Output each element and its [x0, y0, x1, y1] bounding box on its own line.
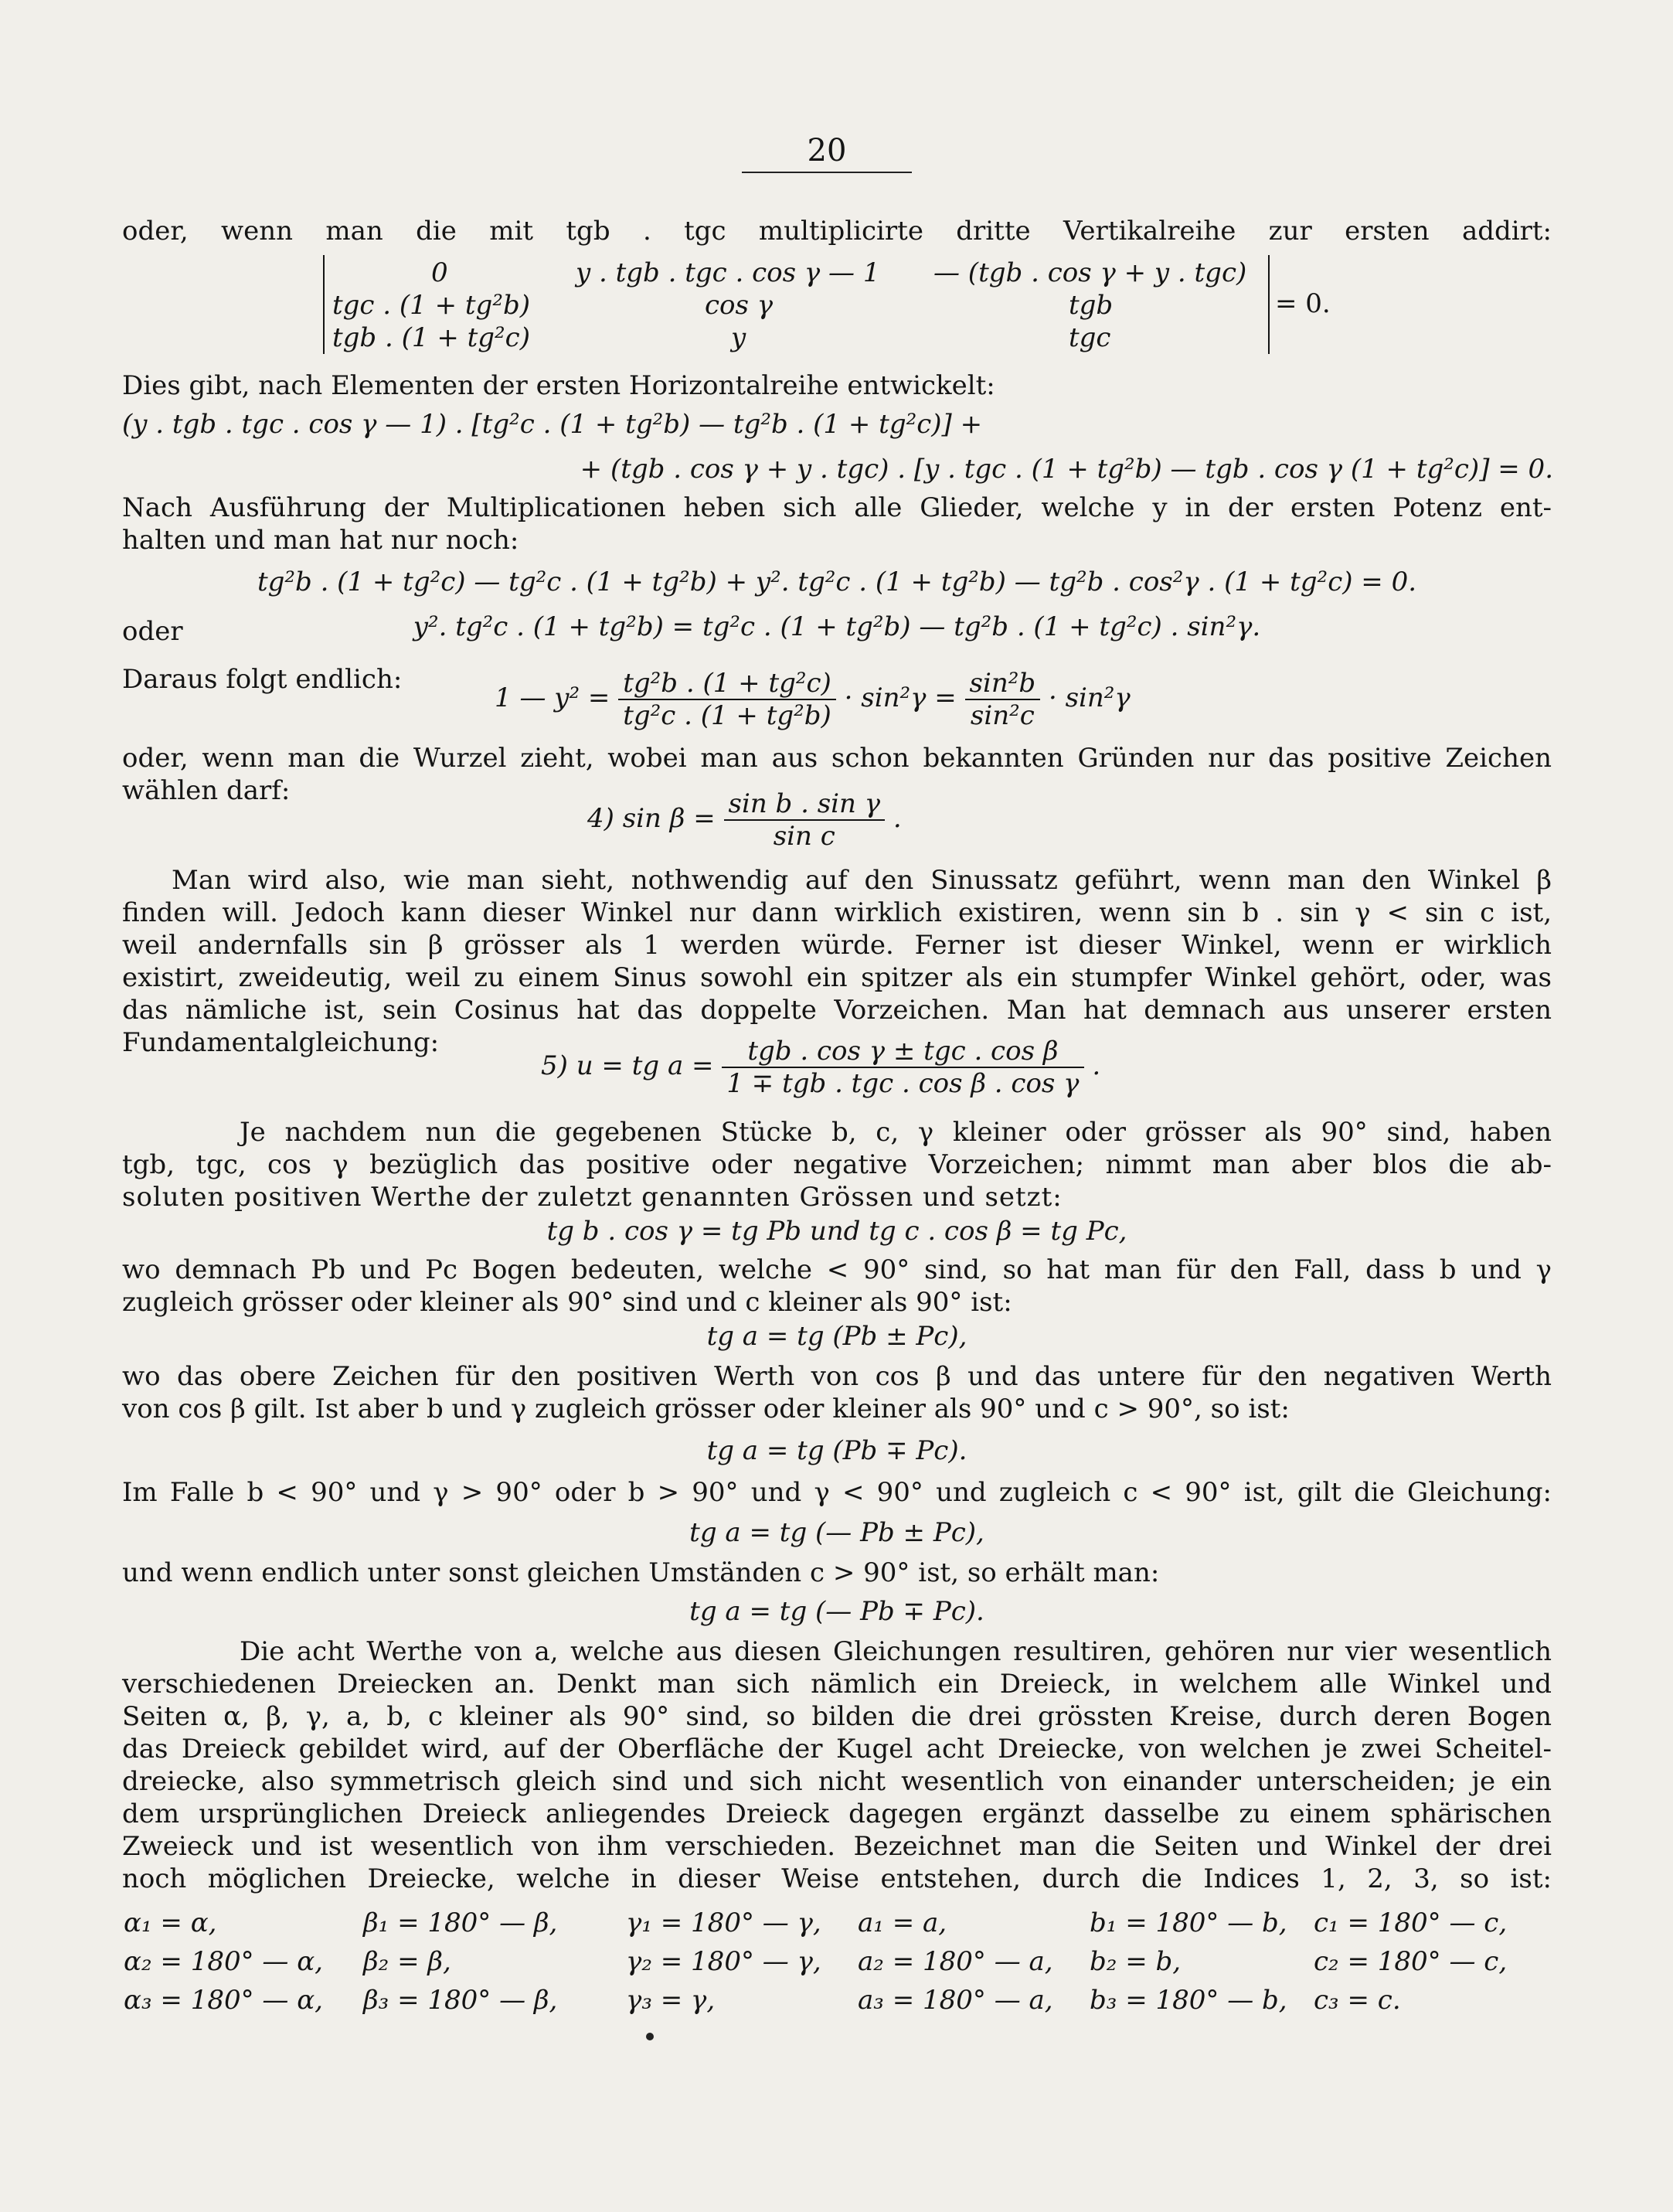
- eq-c-tail: · sin²γ: [1048, 682, 1131, 713]
- table-cell: a₃ = 180° — a,: [858, 1985, 1053, 2016]
- equation-a: tg²b . (1 + tg²c) — tg²c . (1 + tg²b) + y². tg²c . (1 + tg²b) — tg²b . cos²γ . (1 + tg²c) = 0.: [257, 567, 1417, 597]
- para2-line: Je nachdem nun die gegebenen Stücke b, c, γ kleiner oder grösser als 90° sind, haben: [240, 1117, 1552, 1148]
- oder-label: oder: [122, 616, 183, 647]
- det-rhs: = 0.: [1275, 288, 1331, 319]
- det-cell: tgc . (1 + tg²b): [332, 290, 530, 321]
- para7-line: dreiecke, also symmetrisch gleich sind und sich nicht wesentlich von einander unterscheiden; je ein: [122, 1766, 1552, 1797]
- daraus-line: Daraus folgt endlich:: [122, 664, 403, 695]
- para2-line: soluten positiven Werthe der zuletzt genannten Grössen und setzt:: [122, 1182, 1063, 1213]
- para1-line: finden will. Jedoch kann dieser Winkel nur dann wirklich existiren, wenn sin b . sin γ < sin c ist,: [122, 897, 1552, 928]
- eq-c-lhs: 1 — y² =: [495, 682, 610, 713]
- det-cell: cos γ: [705, 290, 774, 321]
- nach-line-1: Nach Ausführung der Multiplicationen heben sich alle Glieder, welche y in der ersten Potenz ent-: [122, 492, 1552, 523]
- det-cell: tgc: [1069, 322, 1111, 353]
- table-cell: β₃ = 180° — β,: [363, 1985, 558, 2016]
- fraction-numerator: tg²b . (1 + tg²c): [618, 668, 836, 700]
- para3-line: zugleich grösser oder kleiner als 90° sind und c kleiner als 90° ist:: [122, 1287, 1012, 1318]
- para1-line: Man wird also, wie man sieht, nothwendig auf den Sinussatz geführt, wenn man den Winkel β: [172, 865, 1552, 896]
- equation-b: y². tg²c . (1 + tg²b) = tg²c . (1 + tg²b) — tg²b . (1 + tg²c) . sin²γ.: [413, 611, 1261, 642]
- table-cell: γ₂ = 180° — γ,: [626, 1946, 821, 1977]
- para2-line: tgb, tgc, cos γ bezüglich das positive oder negative Vorzeichen; nimmt man aber blos die ab-: [122, 1149, 1552, 1180]
- fraction-denominator: sin²c: [970, 700, 1035, 731]
- table-cell: β₁ = 180° — β,: [363, 1907, 558, 1938]
- para6-line: und wenn endlich unter sonst gleichen Umständen c > 90° ist, so erhält man:: [122, 1557, 1160, 1588]
- eq4-end: .: [893, 803, 902, 834]
- det-cell: tgb: [1069, 290, 1114, 321]
- table-cell: c₁ = 180° — c,: [1314, 1907, 1508, 1938]
- wurzel-line-1: oder, wenn man die Wurzel zieht, wobei man aus schon bekannten Gründen nur das positive Zeichen: [122, 743, 1552, 774]
- para7-line: das Dreieck gebildet wird, auf der Oberfläche der Kugel acht Dreiecke, von welchen je zwei Scheitel-: [122, 1734, 1552, 1764]
- fraction-denominator: tg²c . (1 + tg²b): [623, 700, 831, 731]
- para7-line: Seiten α, β, γ, a, b, c kleiner als 90° sind, so bilden die drei grössten Kreise, durch deren Bogen: [122, 1701, 1552, 1732]
- nach-line-2: halten und man hat nur noch:: [122, 525, 519, 556]
- table-cell: a₂ = 180° — a,: [858, 1946, 1053, 1977]
- fraction-numerator: sin²b: [965, 668, 1041, 700]
- eq5-end: .: [1092, 1050, 1101, 1081]
- table-cell: c₃ = c.: [1314, 1985, 1401, 2016]
- table-cell: α₃ = 180° — α,: [124, 1985, 323, 2016]
- dies-gibt: Dies gibt, nach Elementen der ersten Horizontalreihe entwickelt:: [122, 370, 995, 401]
- fraction-numerator: tgb . cos γ ± tgc . cos β: [722, 1036, 1083, 1068]
- equation-d: tg a = tg (Pb ± Pc),: [706, 1321, 967, 1352]
- table-cell: a₁ = a,: [858, 1907, 947, 1938]
- page-number: 20: [742, 130, 912, 173]
- para3-line: wo demnach Pb und Pc Bogen bedeuten, welche < 90° sind, so hat man für den Fall, dass b und γ: [122, 1254, 1552, 1285]
- para7-line: Zweieck und ist wesentlich von ihm verschieden. Bezeichnet man die Seiten und Winkel der drei: [122, 1831, 1552, 1862]
- det-cell: tgb . (1 + tg²c): [332, 322, 530, 353]
- fraction-numerator: sin b . sin γ: [724, 788, 886, 821]
- wurzel-line-2: wählen darf:: [122, 775, 291, 806]
- expansion-line-2: + (tgb . cos γ + y . tgc) . [y . tgc . (1 + tg²b) — tgb . cos γ (1 + tg²c)] = 0.: [580, 454, 1553, 485]
- det-cell: 0: [431, 257, 448, 288]
- para7-line: dem ursprünglichen Dreieck anliegendes Dreieck dagegen ergänzt dasselbe zu einem sphärischen: [122, 1799, 1552, 1829]
- para1-line: existirt, zweideutig, weil zu einem Sinus sowohl ein spitzer als ein stumpfer Winkel gehört, oder, was: [122, 962, 1552, 993]
- ink-dot: [646, 2033, 654, 2040]
- equation-c: [495, 668, 1131, 731]
- para5-line: Im Falle b < 90° und γ > 90° oder b > 90° und γ < 90° und zugleich c < 90° ist, gilt die Gleichung:: [122, 1477, 1552, 1508]
- fraction-denominator: 1 ∓ tgb . tgc . cos β . cos γ: [726, 1068, 1080, 1099]
- eq4-fraction: [724, 788, 886, 852]
- para4-line: von cos β gilt. Ist aber b und γ zugleich grösser oder kleiner als 90° und c > 90°, so ist:: [122, 1394, 1290, 1424]
- equation-4: [587, 788, 902, 852]
- table-cell: b₁ = 180° — b,: [1090, 1907, 1287, 1938]
- det-cell: y . tgb . tgc . cos γ — 1: [576, 257, 880, 288]
- equation-f: tg a = tg (— Pb ± Pc),: [689, 1517, 984, 1548]
- para4-line: wo das obere Zeichen für den positiven Werth von cos β und das untere für den negativen Werth: [122, 1361, 1552, 1392]
- para1-line: das nämliche ist, sein Cosinus hat das doppelte Vorzeichen. Man hat demnach aus unserer ersten: [122, 995, 1552, 1026]
- equation-pb-pc: tg b . cos γ = tg Pb und tg c . cos β = tg Pc,: [546, 1216, 1127, 1247]
- table-cell: b₃ = 180° — b,: [1090, 1985, 1287, 2016]
- fraction-denominator: sin c: [773, 821, 835, 852]
- eq4-label: 4) sin β =: [587, 803, 716, 834]
- det-cell: y: [731, 322, 746, 353]
- para1-line: weil andernfalls sin β grösser als 1 werden würde. Ferner ist dieser Winkel, wenn er wirklich: [122, 930, 1552, 961]
- table-cell: α₁ = α,: [124, 1907, 217, 1938]
- para7-line: verschiedenen Dreiecken an. Denkt man sich nämlich ein Dreieck, in welchem alle Winkel und: [122, 1669, 1552, 1700]
- equation-g: tg a = tg (— Pb ∓ Pc).: [689, 1596, 984, 1627]
- equation-e: tg a = tg (Pb ∓ Pc).: [706, 1435, 967, 1466]
- determinant-right-bar: [1268, 255, 1270, 354]
- table-cell: γ₃ = γ,: [626, 1985, 716, 2016]
- det-cell: — (tgb . cos γ + y . tgc): [933, 257, 1247, 288]
- para7-line: Die acht Werthe von a, welche aus diesen Gleichungen resultiren, gehören nur vier wesentlich: [240, 1636, 1552, 1667]
- table-cell: b₂ = b,: [1090, 1946, 1182, 1977]
- table-cell: α₂ = 180° — α,: [124, 1946, 323, 1977]
- eq-c-fraction-2: [965, 668, 1041, 731]
- eq-c-fraction-1: [618, 668, 836, 731]
- para1-line: Fundamentalgleichung:: [122, 1027, 440, 1058]
- intro-line: oder, wenn man die mit tgb . tgc multiplicirte dritte Vertikalreihe zur ersten addirt:: [122, 216, 1552, 247]
- expansion-line-1: (y . tgb . tgc . cos γ — 1) . [tg²c . (1 + tg²b) — tg²b . (1 + tg²c)] +: [122, 409, 983, 440]
- para7-line: noch möglichen Dreiecke, welche in dieser Weise entstehen, durch die Indices 1, 2, 3, so ist:: [122, 1863, 1552, 1894]
- eq5-label: 5) u = tg a =: [541, 1050, 714, 1081]
- eq5-fraction: [722, 1036, 1083, 1099]
- table-cell: β₂ = β,: [363, 1946, 451, 1977]
- equation-5: [541, 1036, 1100, 1099]
- table-cell: c₂ = 180° — c,: [1314, 1946, 1508, 1977]
- table-cell: γ₁ = 180° — γ,: [626, 1907, 821, 1938]
- eq-c-mid: · sin²γ =: [844, 682, 957, 713]
